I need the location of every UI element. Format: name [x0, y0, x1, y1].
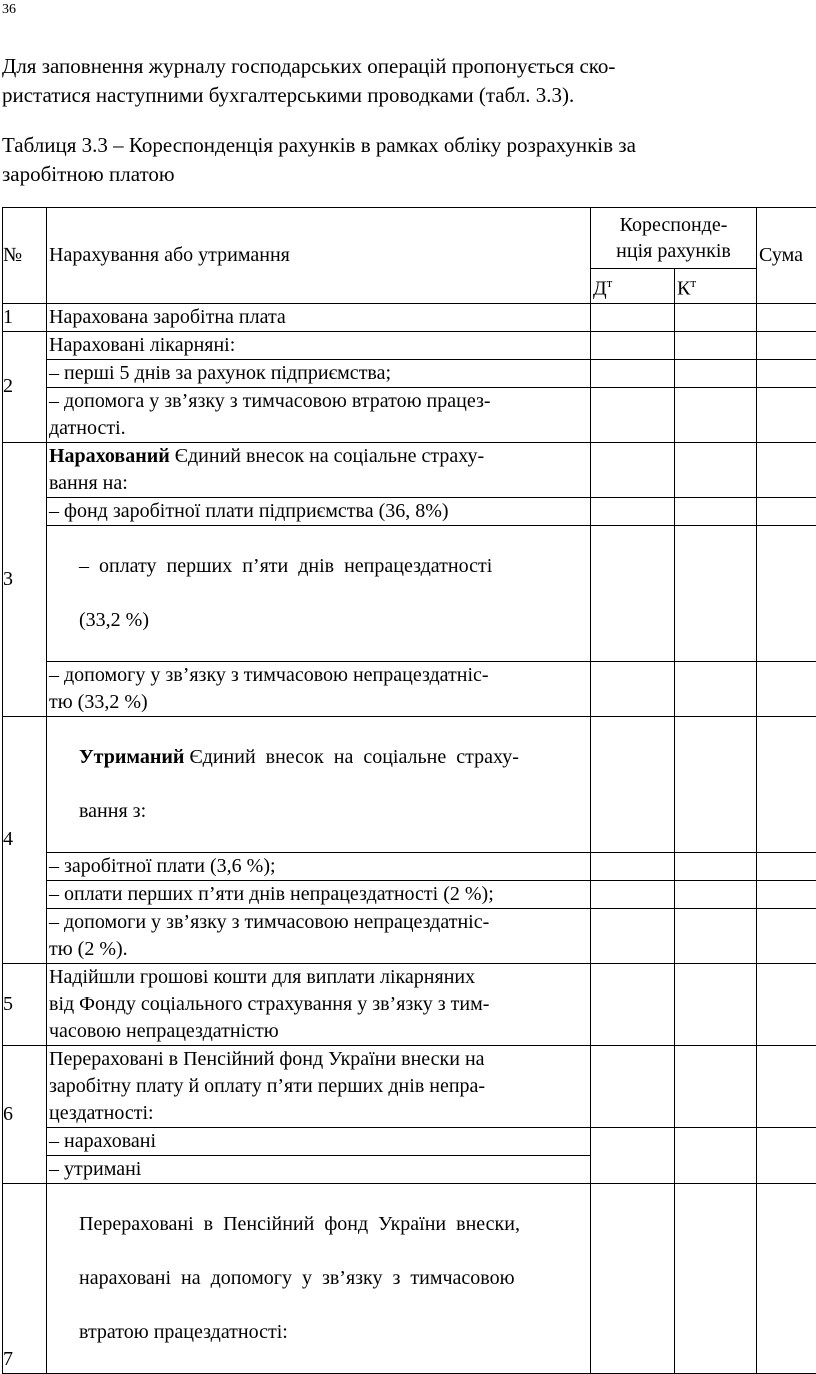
table-row: [3, 1127, 816, 1155]
row-text-line: датності.: [49, 417, 126, 439]
debit-cell: [591, 442, 675, 497]
table-header-row: [3, 208, 816, 269]
table-row: [3, 716, 816, 852]
row-text: [47, 525, 591, 661]
row-text-line: Перераховані в Пенсійний фонд України внески на: [49, 1048, 485, 1070]
sum-cell: [757, 908, 816, 963]
row-number: 3: [3, 442, 47, 716]
row-text-line: цездатності:: [49, 1102, 154, 1124]
row-text: [47, 661, 591, 716]
table-row: [3, 880, 816, 908]
intro-line: Для заповнення журналу господарських операцій пропонується ско-: [2, 54, 615, 78]
row-text-line: від Фонду соціального страхування у зв’язку з тим-: [49, 993, 489, 1015]
debit-cell: [591, 331, 675, 359]
credit-cell: [675, 963, 757, 1045]
credit-cell: [675, 1183, 757, 1373]
row-text-line: тю (2 %).: [49, 938, 128, 960]
row-text-line: – оплату перших п’яти днів непрацездатності: [79, 555, 492, 577]
row-text-line: вання на:: [49, 472, 128, 494]
credit-cell: [675, 387, 757, 442]
credit-cell: [675, 331, 757, 359]
header-credit: $К^т$: [675, 269, 757, 304]
row-text-line: Єдиний внесок на соціальне страху-: [170, 445, 484, 467]
table-row: [3, 1183, 816, 1373]
sum-cell: [757, 497, 816, 525]
debit-cell: [591, 852, 675, 880]
row-text-line: нараховані на допомогу у зв’язку з тимчасовою: [79, 1267, 515, 1289]
debit-cell: [591, 1045, 675, 1127]
table-row: [3, 661, 816, 716]
row-text: – утримані: [47, 1155, 591, 1183]
caption-line: Таблиця 3.3 – Кореспонденція рахунків в рамках обліку розрахунків за: [2, 133, 636, 157]
row-text-line: втратою працездатності:: [79, 1321, 288, 1343]
debit-cell: [591, 1183, 675, 1373]
row-text-line: вання з:: [79, 800, 146, 822]
header-correspondence: [591, 208, 757, 269]
row-number: 5: [3, 963, 47, 1045]
sum-cell: [757, 1183, 816, 1373]
credit-cell: [675, 442, 757, 497]
debit-cell: [591, 880, 675, 908]
credit-cell: [675, 303, 757, 331]
table-row: [3, 908, 816, 963]
row-text: [47, 387, 591, 442]
row-text: Нараховані лікарняні:: [47, 331, 591, 359]
sum-cell: [757, 525, 816, 661]
credit-cell: [675, 1127, 757, 1183]
row-text: – перші 5 днів за рахунок підприємства;: [47, 359, 591, 387]
row-number: 4: [3, 716, 47, 963]
debit-cell: [591, 1127, 675, 1183]
table-caption: [2, 131, 792, 189]
row-text: – фонд заробітної плати підприємства (36, 8%): [47, 497, 591, 525]
row-number: 2: [3, 331, 47, 442]
credit-cell: [675, 1045, 757, 1127]
sum-cell: [757, 880, 816, 908]
header-no: №: [3, 208, 47, 304]
row-text: [47, 1045, 591, 1127]
header-sum: Сума: [757, 208, 816, 304]
row-text-line: заробітну плату й оплату п’яти перших днів непра-: [49, 1075, 485, 1097]
table-row: [3, 442, 816, 497]
row-text: – оплати перших п’яти днів непрацездатності (2 %);: [47, 880, 591, 908]
sum-cell: [757, 852, 816, 880]
debit-cell: [591, 525, 675, 661]
table-row: [3, 963, 816, 1045]
debit-cell: [591, 303, 675, 331]
row-text: [47, 442, 591, 497]
row-number: 1: [3, 303, 47, 331]
row-text-line: Надійшли грошові кошти для виплати лікарняних: [49, 966, 475, 988]
table-row: [3, 359, 816, 387]
table-row: [3, 852, 816, 880]
bold-term: Нарахований: [49, 445, 170, 467]
row-number: 7: [3, 1183, 47, 1373]
row-text: Нарахована заробітна плата: [47, 303, 591, 331]
sum-cell: [757, 1045, 816, 1127]
header-correspondence-line: нція рахунків: [616, 240, 731, 262]
row-text-line: – допомоги у зв’язку з тимчасовою непрацездатніс-: [49, 911, 489, 933]
table-row: [3, 525, 816, 661]
row-text-line: (33,2 %): [79, 609, 149, 631]
credit-cell: [675, 497, 757, 525]
debit-cell: [591, 963, 675, 1045]
header-correspondence-line: Кореспонде-: [620, 214, 728, 236]
sum-cell: [757, 331, 816, 359]
table-row: [3, 497, 816, 525]
debit-cell: [591, 908, 675, 963]
row-text: [47, 908, 591, 963]
row-text-line: Єдиний внесок на соціальне страху-: [184, 746, 518, 768]
row-text: [47, 963, 591, 1045]
table-row: [3, 387, 816, 442]
intro-line: ристатися наступними бухгалтерськими проводками (табл. 3.3).: [2, 83, 574, 107]
row-text: [47, 716, 591, 852]
debit-cell: [591, 716, 675, 852]
table-row: [3, 1045, 816, 1127]
credit-cell: [675, 661, 757, 716]
debit-cell: [591, 497, 675, 525]
row-text: – заробітної плати (3,6 %);: [47, 852, 591, 880]
credit-cell: [675, 525, 757, 661]
sum-cell: [757, 387, 816, 442]
credit-cell: [675, 359, 757, 387]
row-text-line: часовою непрацездатністю: [49, 1020, 279, 1042]
sum-cell: [757, 716, 816, 852]
table-row: [3, 303, 816, 331]
row-text-line: – допомога у зв’язку з тимчасовою втратою працез-: [49, 390, 491, 412]
credit-cell: [675, 852, 757, 880]
sum-cell: [757, 661, 816, 716]
sum-cell: [757, 359, 816, 387]
debit-cell: [591, 387, 675, 442]
row-text: [47, 1183, 591, 1373]
debit-cell: [591, 661, 675, 716]
sum-cell: [757, 442, 816, 497]
superscript-letter: т: [690, 275, 696, 290]
page-number: 36: [2, 2, 16, 18]
row-text-line: тю (33,2 %): [49, 691, 148, 713]
row-number: 6: [3, 1045, 47, 1183]
caption-line: заробітною платою: [2, 162, 175, 186]
sum-cell: [757, 303, 816, 331]
sum-cell: [757, 1127, 816, 1183]
correspondence-table: [2, 207, 816, 1374]
table-row: [3, 331, 816, 359]
sum-cell: [757, 963, 816, 1045]
intro-paragraph: [2, 52, 782, 110]
bold-term: Утриманий: [79, 746, 184, 768]
header-operation: Нарахування або утримання: [47, 208, 591, 304]
credit-cell: [675, 908, 757, 963]
debit-cell: [591, 359, 675, 387]
credit-cell: [675, 716, 757, 852]
row-text: – нараховані: [47, 1127, 591, 1155]
row-text-line: Перераховані в Пенсійний фонд України внески,: [79, 1213, 520, 1235]
header-debit: $Д^т$: [591, 269, 675, 304]
superscript-letter: т: [607, 275, 613, 290]
row-text-line: – допомогу у зв’язку з тимчасовою непрацездатніс-: [49, 664, 489, 686]
credit-cell: [675, 880, 757, 908]
